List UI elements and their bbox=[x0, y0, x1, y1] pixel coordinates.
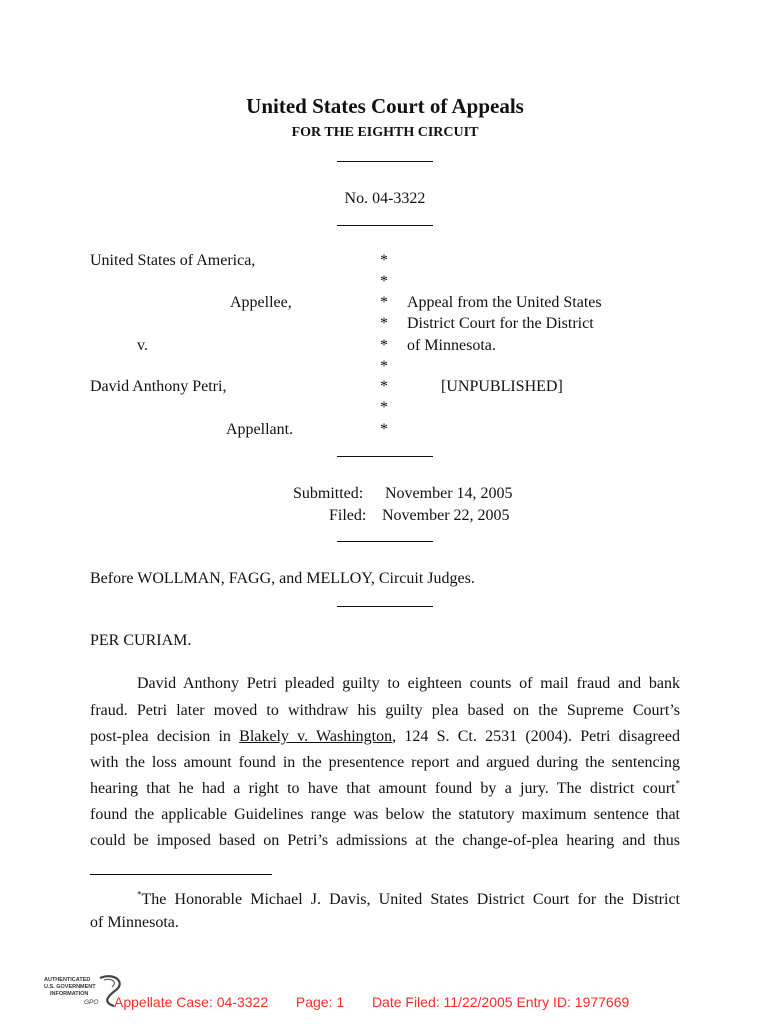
caption-star: * bbox=[380, 358, 388, 375]
opinion-line: fraud. Petri later moved to withdraw his guilty plea based on the Supreme Court’s bbox=[90, 702, 680, 719]
opinion-line: hearing that he had a right to have that amount found by a jury. The district court* bbox=[90, 778, 680, 797]
submitted-date: November 14, 2005 bbox=[385, 485, 513, 502]
footnote-marker: * bbox=[675, 778, 680, 789]
plaintiff-role: Appellee, bbox=[230, 294, 292, 311]
submitted-label: Submitted: bbox=[293, 485, 364, 502]
plaintiff-name: United States of America, bbox=[90, 252, 256, 269]
filed-label: Filed: bbox=[329, 507, 367, 524]
eagle-wing-icon bbox=[104, 979, 114, 987]
caption-star: * bbox=[380, 337, 388, 354]
unpublished-label: [UNPUBLISHED] bbox=[441, 378, 563, 395]
divider-rule bbox=[337, 541, 433, 542]
caption-star: * bbox=[380, 252, 388, 269]
judges-line: Before WOLLMAN, FAGG, and MELLOY, Circuit Judges. bbox=[90, 570, 475, 587]
opinion-line: found the applicable Guidelines range was below the statutory maximum sentence that bbox=[90, 806, 680, 823]
circuit-subtitle: FOR THE EIGHTH CIRCUIT bbox=[291, 125, 479, 140]
opinion-line: David Anthony Petri pleaded guilty to eighteen counts of mail fraud and bank bbox=[137, 675, 680, 692]
case-citation: Blakely v. Washington bbox=[239, 728, 393, 745]
logo-text: INFORMATION bbox=[50, 991, 89, 997]
logo-text: AUTHENTICATED bbox=[44, 977, 91, 983]
defendant-name: David Anthony Petri, bbox=[90, 378, 227, 395]
court-title: United States Court of Appeals bbox=[246, 94, 524, 118]
divider-rule bbox=[337, 225, 433, 226]
opinion-line: with the loss amount found in the presentence report and argued during the sentencing bbox=[90, 754, 680, 771]
divider-rule bbox=[337, 161, 433, 162]
divider-rule bbox=[337, 456, 433, 457]
logo-mark: GPO bbox=[84, 999, 99, 1006]
caption-star: * bbox=[380, 421, 388, 438]
defendant-role: Appellant. bbox=[226, 421, 294, 438]
appeal-from-line: District Court for the District bbox=[407, 315, 594, 332]
divider-rule bbox=[337, 606, 433, 607]
caption-star: * bbox=[380, 399, 388, 416]
case-number: No. 04-3322 bbox=[344, 190, 426, 207]
footnote-text: of Minnesota. bbox=[90, 914, 179, 931]
logo-text: U.S. GOVERNMENT bbox=[44, 984, 96, 990]
filing-stamp bbox=[114, 994, 629, 1010]
footer-date-filed: Date Filed: 11/22/2005 Entry ID: 1977669 bbox=[371, 994, 630, 1010]
caption-star: * bbox=[380, 378, 388, 395]
footnote-mark: * bbox=[137, 889, 142, 900]
versus: v. bbox=[137, 337, 148, 354]
appeal-from-line: of Minnesota. bbox=[407, 337, 496, 354]
caption-star: * bbox=[380, 294, 388, 311]
footnote-rule bbox=[90, 874, 272, 875]
caption-star: * bbox=[380, 273, 388, 290]
footnote-text: *The Honorable Michael J. Davis, United States District Court for the District bbox=[137, 889, 680, 908]
per-curiam-heading: PER CURIAM. bbox=[90, 632, 192, 649]
caption-star: * bbox=[380, 315, 388, 332]
footer-page: Page: 1 bbox=[295, 994, 345, 1010]
footer-case: Appellate Case: 04-3322 bbox=[114, 994, 269, 1010]
opinion-line: post-plea decision in Blakely v. Washington, 124 S. Ct. 2531 (2004). Petri disagreed bbox=[90, 728, 680, 745]
filed-date: November 22, 2005 bbox=[382, 507, 510, 524]
opinion-line: could be imposed based on Petri’s admissions at the change-of-plea hearing and thus bbox=[90, 832, 680, 849]
appeal-from-line: Appeal from the United States bbox=[407, 294, 602, 311]
